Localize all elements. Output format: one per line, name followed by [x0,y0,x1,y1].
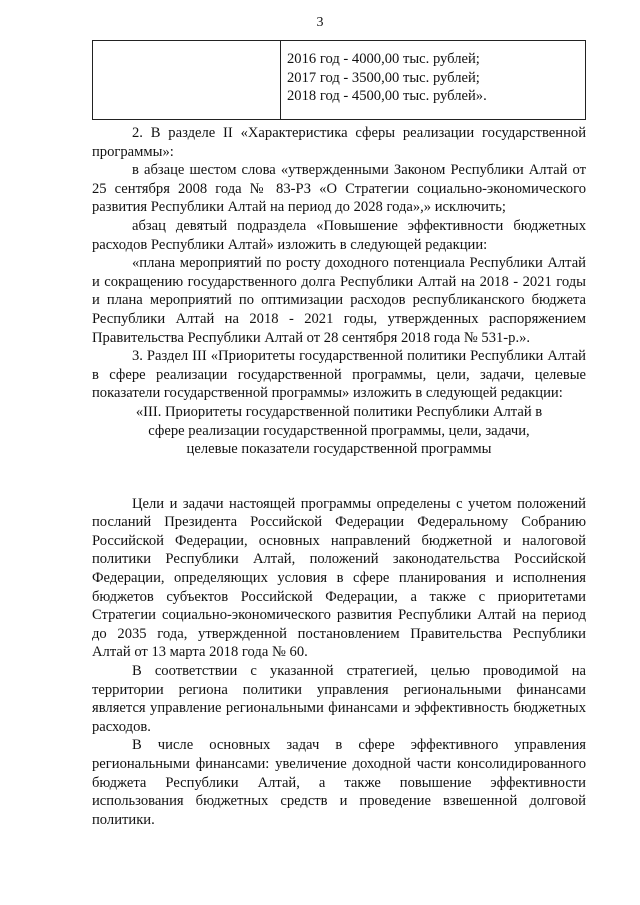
table-line: 2016 год - 4000,00 тыс. рублей; [287,51,480,67]
document-body [92,124,586,829]
table-cell-empty [93,41,281,119]
paragraph-tasks: В числе основных задач в сфере эффективного управления региональными финансами: увеличение доходной части консолидированного бюджета Республики Алтай, а также повышение эффективности использования бюджетных средств и проведение взвешенной долговой политики. [92,737,586,828]
paragraph-section-ii: 2. В разделе II «Характеристика сферы реализации государственной программы»: [92,125,586,160]
paragraph-abzac-nine: абзац девятый подраздела «Повышение эффективности бюджетных расходов Республики Алтай» изложить в следующей редакции: [92,217,586,253]
paragraph-section-iii: 3. Раздел III «Приоритеты государственной политики Республики Алтай в сфере реализации государственной программы, цели, задачи, целевые показатели государственной программы» изложить в следующей редакции: [92,348,586,402]
paragraph-goals: Цели и задачи настоящей программы определены с учетом положений посланий Президента Российской Федерации Федеральному Собранию Российской Федерации, основных направлений бюджетной и налоговой политики Республики Алтай, положений законодательства Российской Федерации, определяющих условия в сфере планирования и исполнения бюджетов субъектов Российской Федерации, а также с приоритетами Стратегии социально-экономического развития Республики Алтай на период до 2035 года, утвержденной постановлением Правительства Республики Алтай от 13 марта 2018 года № 60. [92,495,586,661]
funding-table [92,40,586,120]
section-heading-line: целевые показатели государственной программы [186,441,492,458]
paragraph-abzac-six: в абзаце шестом слова «утвержденными Законом Республики Алтай от 25 сентября 2008 года № 83-РЗ «О Стратегии социально-экономического развития Республики Алтай на период до 2028 года»,» исключить; [92,162,586,216]
table-line: 2018 год - 4500,00 тыс. рублей». [287,88,487,105]
table-line: 2017 год - 3500,00 тыс. рублей; [287,69,480,86]
section-heading-line: «III. Приоритеты государственной политики Республики Алтай в [135,403,543,420]
page-number: 3 [316,15,324,30]
spacer [92,459,586,495]
section-heading-line: сфере реализации государственной программы, цели, задачи, [148,422,530,439]
paragraph-strategy: В соответствии с указанной стратегией, целью проводимой на территории региона политики управления региональными финансами является управление региональными финансами и эффективность бюджетных расходов. [92,663,586,735]
section-heading [92,403,586,459]
table-cell-amounts [281,41,585,119]
paragraph-quote-plan: «плана мероприятий по росту доходного потенциала Республики Алтай и сокращению государственного долга Республики Алтай на 2018 - 2021 годы и плана мероприятий по оптимизации расходов республиканского бюджета Республики Алтай на 2018 - 2021 годы, утвержденных распоряжением Правительства Республики Алтай от 28 сентября 2018 года № 531-р.». [92,255,586,346]
